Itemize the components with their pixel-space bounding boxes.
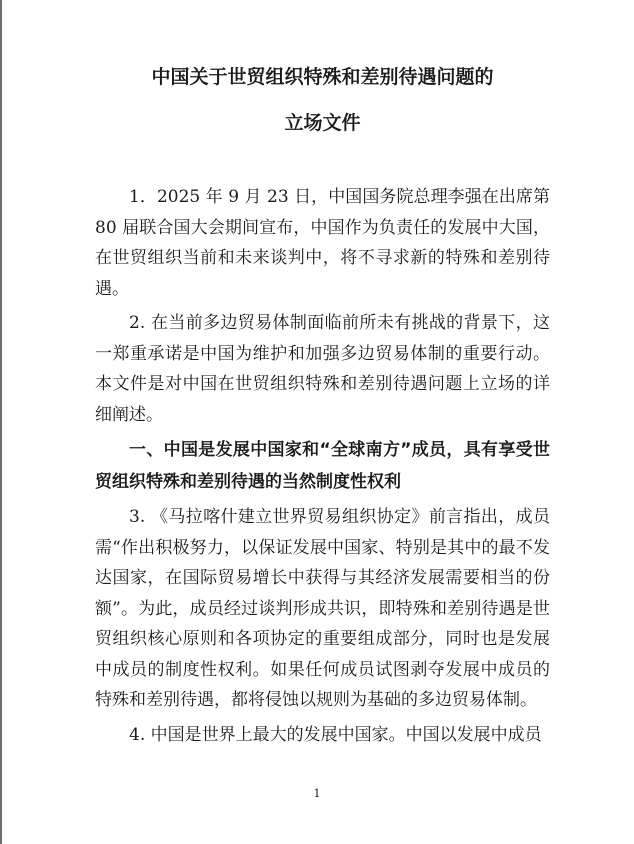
page-number: 1 [313,787,321,800]
paragraph-4: 4. 中国是世界上最大的发展中国家。中国以发展中成员 [129,724,542,745]
paragraph-3: 3. 《马拉喀什建立世界贸易组织协定》前言指出，成员需“作出积极努力，以保证发展中国家、特别是其中的最不发达国家，在国际贸易增长中获得与其经济发展需要相当的份额”。为此，成员经过谈判形成共识，即特殊和差别待遇是世贸组织核心原则和各项协定的重要组成部分，同时也是发展中成员的制度性权利。如果任何成员试图剥夺发展中成员的特殊和差别待遇，都将侵蚀以规则为基础的多边贸易体制。 [95,507,550,710]
paragraph-2: 2. 在当前多边贸易体制面临前所未有挑战的背景下，这一郑重承诺是中国为维护和加强多边贸易体制的重要行动。本文件是对中国在世贸组织特殊和差别待遇问题上立场的详细阐述。 [95,313,550,425]
title-line-1: 中国关于世贸组织特殊和差别待遇问题的 [151,66,494,88]
document-title [95,60,550,140]
title-line-2: 立场文件 [284,112,361,134]
paragraph-1: 1．2025 年 9 月 23 日，中国国务院总理李强在出席第 80 届联合国大会期间宣布，中国作为负责任的发展中大国，在世贸组织当前和未来谈判中，将不寻求新的特殊和差别待遇。 [95,187,550,299]
section-heading: 一、中国是发展中国家和“全球南方”成员，具有享受世贸组织特殊和差别待遇的当然制度性权利 [95,440,550,492]
document-page [95,60,550,750]
document-body [95,182,550,750]
page-edge-rule [0,0,2,844]
